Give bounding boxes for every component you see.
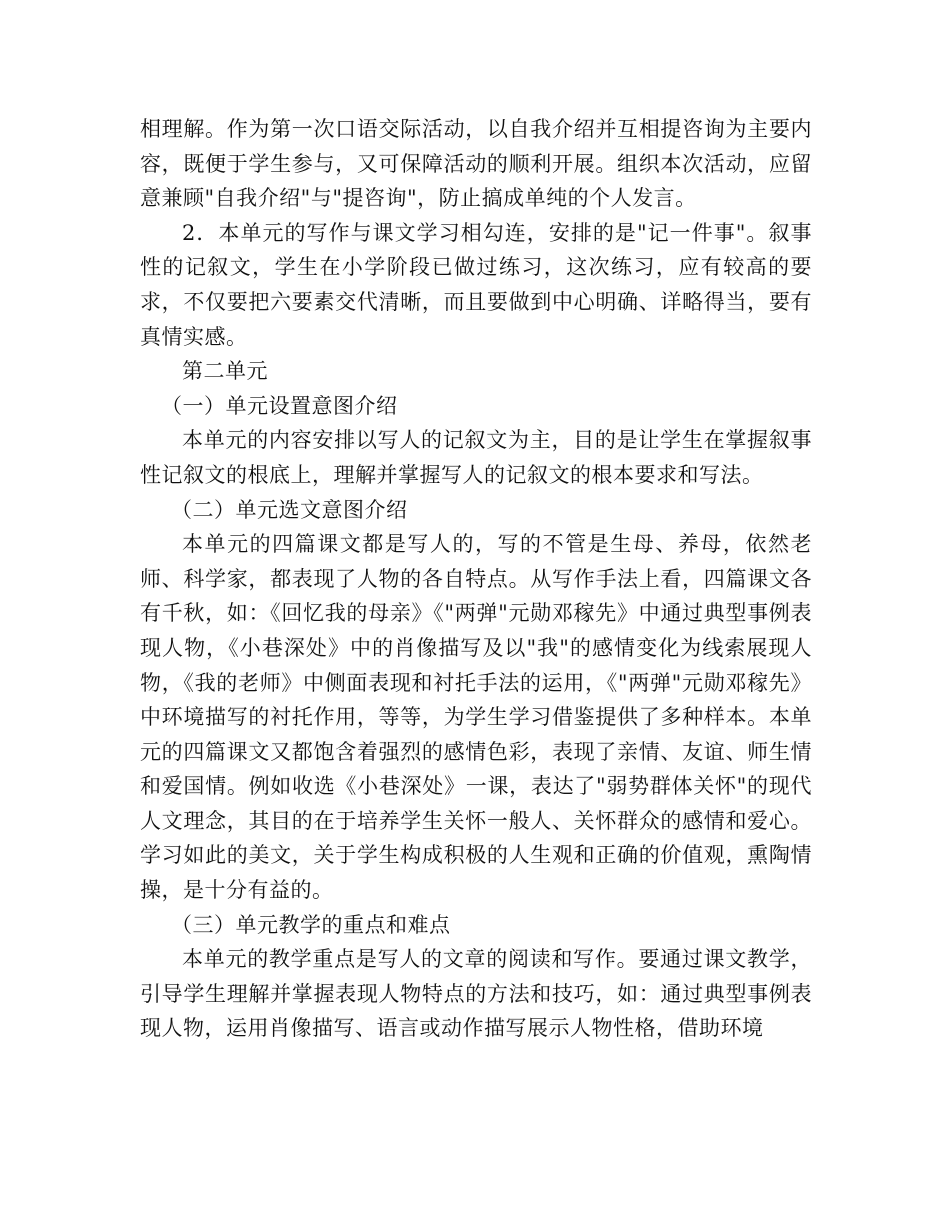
subheading-2: （二）单元选文意图介绍 xyxy=(171,497,408,522)
paragraph-2: 2．本单元的写作与课文学习相勾连，安排的是"记一件事"。叙事性的记叙文，学生在小学阶段已做过练习，这次练习，应有较高的要求，不仅要把六要素交代清晰，而且要做到中心明确、详略得当，要有真情实感。 xyxy=(140,220,812,349)
paragraph-5: 本单元的教学重点是写人的文章的阅读和写作。要通过课文教学，引导学生理解并掌握表现人物特点的方法和技巧，如：通过典型事例表现人物，运用肖像描写、语言或动作描写展示人物性格，借助环境 xyxy=(140,947,812,1041)
subheading-3: （三）单元教学的重点和难点 xyxy=(171,912,451,937)
paragraph-3: 本单元的内容安排以写人的记叙文为主，目的是让学生在掌握叙事性记叙文的根底上，理解并掌握写人的记叙文的根本要求和写法。 xyxy=(140,428,812,487)
paragraph-4: 本单元的四篇课文都是写人的，写的不管是生母、养母，依然老师、科学家，都表现了人物的各自特点。从写作手法上看，四篇课文各有千秋，如：《回忆我的母亲》《"两弹"元勋邓稼先》中通过典型事例表现人物，《小巷深处》中的肖像描写及以"我"的感情变化为线索展现人物，《我的老师》中侧面表现和衬托手法的运用，《"两弹"元勋邓稼先》中环境描写的衬托作用，等等，为学生学习借鉴提供了多种样本。本单元的四篇课文又都饱含着强烈的感情色彩，表现了亲情、友谊、师生情和爱国情。例如收选《小巷深处》一课，表达了"弱势群体关怀"的现代人文理念，其目的在于培养学生关怀一般人、关怀群众的感情和爱心。学习如此的美文，关于学生构成积极的人生观和正确的价值观，熏陶情操，是十分有益的。 xyxy=(140,532,812,903)
paragraph-1: 相理解。作为第一次口语交际活动，以自我介绍并互相提咨询为主要内容，既便于学生参与，又可保障活动的顺利开展。组织本次活动，应留意兼顾"自我介绍"与"提咨询"，防止搞成单纯的个人发言。 xyxy=(140,117,812,211)
subheading-1: （一）单元设置意图介绍 xyxy=(161,393,398,418)
section-heading-unit-2: 第二单元 xyxy=(182,359,268,384)
document-body xyxy=(140,112,812,1046)
